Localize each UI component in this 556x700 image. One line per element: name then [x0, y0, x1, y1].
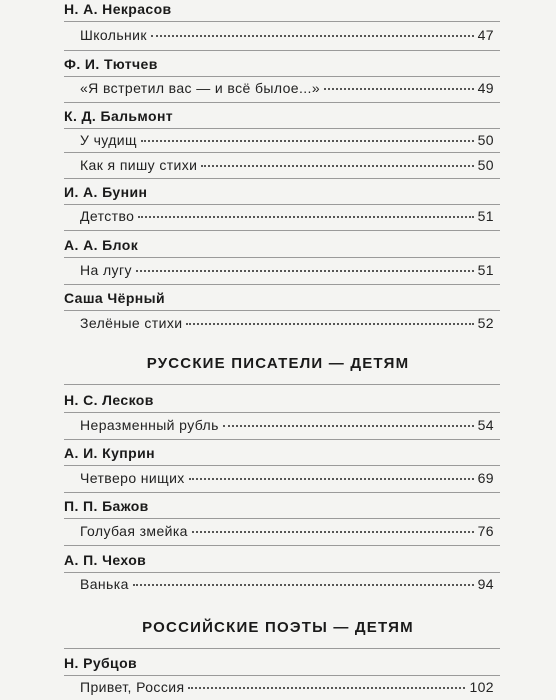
toc-entry[interactable] — [80, 523, 494, 539]
work-title: На лугу — [80, 262, 132, 278]
page-number: 94 — [477, 576, 494, 592]
divider — [64, 465, 500, 466]
divider — [64, 152, 500, 153]
page-number: 69 — [477, 470, 494, 486]
divider — [64, 545, 500, 546]
page-number: 50 — [477, 157, 494, 173]
author-heading: Н. Рубцов — [64, 655, 138, 671]
divider — [64, 76, 500, 77]
page-number: 54 — [477, 417, 494, 433]
divider — [64, 675, 500, 676]
divider — [64, 284, 500, 285]
work-title: Четверо нищих — [80, 470, 185, 486]
dot-leader — [138, 216, 473, 218]
page-number: 51 — [477, 262, 494, 278]
work-title: Ванька — [80, 576, 129, 592]
author-heading: Ф. И. Тютчев — [64, 56, 158, 72]
section-heading: РОССИЙСКИЕ ПОЭТЫ — ДЕТЯМ — [142, 619, 414, 636]
toc-entry[interactable] — [80, 679, 494, 695]
divider — [64, 439, 500, 440]
section-heading: РУССКИЕ ПИСАТЕЛИ — ДЕТЯМ — [146, 355, 410, 372]
divider — [64, 204, 500, 205]
divider — [64, 648, 500, 649]
divider — [64, 492, 500, 493]
author-heading: А. А. Блок — [64, 237, 139, 253]
dot-leader — [136, 270, 474, 272]
page-number: 51 — [477, 208, 494, 224]
divider — [64, 412, 500, 413]
divider — [64, 572, 500, 573]
work-title: У чудищ — [80, 132, 137, 148]
author-heading: Саша Чёрный — [64, 290, 166, 306]
dot-leader — [192, 531, 474, 533]
work-title: Зелёные стихи — [80, 315, 183, 331]
work-title: Голубая змейка — [80, 523, 188, 539]
toc-entry[interactable] — [80, 262, 494, 278]
author-heading: П. П. Бажов — [64, 498, 149, 514]
page-number: 47 — [477, 27, 494, 43]
toc-entry[interactable] — [80, 417, 494, 433]
divider — [64, 50, 500, 51]
dot-leader — [133, 584, 474, 586]
author-heading: И. А. Бунин — [64, 184, 148, 200]
dot-leader — [188, 687, 465, 689]
divider — [64, 257, 500, 258]
author-heading: А. И. Куприн — [64, 445, 155, 461]
dot-leader — [324, 88, 474, 90]
toc-entry[interactable] — [80, 208, 494, 224]
divider — [64, 178, 500, 179]
dot-leader — [223, 425, 474, 427]
toc-entry[interactable] — [80, 576, 494, 592]
divider — [64, 310, 500, 311]
divider — [64, 384, 500, 385]
author-heading: К. Д. Бальмонт — [64, 108, 174, 124]
divider — [64, 230, 500, 231]
toc-entry[interactable] — [80, 132, 494, 148]
page-number: 76 — [477, 523, 494, 539]
work-title: «Я встретил вас — и всё былое...» — [80, 80, 321, 96]
author-heading: Н. А. Некрасов — [64, 1, 172, 17]
toc-entry[interactable] — [80, 315, 494, 331]
page-number: 50 — [477, 132, 494, 148]
divider — [64, 21, 500, 22]
work-title: Как я пишу стихи — [80, 157, 198, 173]
divider — [64, 518, 500, 519]
toc-entry[interactable] — [80, 157, 494, 173]
toc-entry[interactable] — [80, 80, 494, 96]
dot-leader — [201, 165, 473, 167]
dot-leader — [186, 323, 473, 325]
toc-entry[interactable] — [80, 470, 494, 486]
work-title: Детство — [80, 208, 135, 224]
dot-leader — [151, 35, 474, 37]
work-title: Школьник — [80, 27, 147, 43]
toc-entry[interactable] — [80, 27, 494, 43]
dot-leader — [189, 478, 474, 480]
page-number: 52 — [477, 315, 494, 331]
dot-leader — [141, 140, 474, 142]
author-heading: А. П. Чехов — [64, 552, 147, 568]
page-number: 102 — [469, 679, 494, 695]
work-title: Неразменный рубль — [80, 417, 219, 433]
page-number: 49 — [477, 80, 494, 96]
author-heading: Н. С. Лесков — [64, 392, 154, 408]
divider — [64, 128, 500, 129]
work-title: Привет, Россия — [80, 679, 185, 695]
divider — [64, 102, 500, 103]
